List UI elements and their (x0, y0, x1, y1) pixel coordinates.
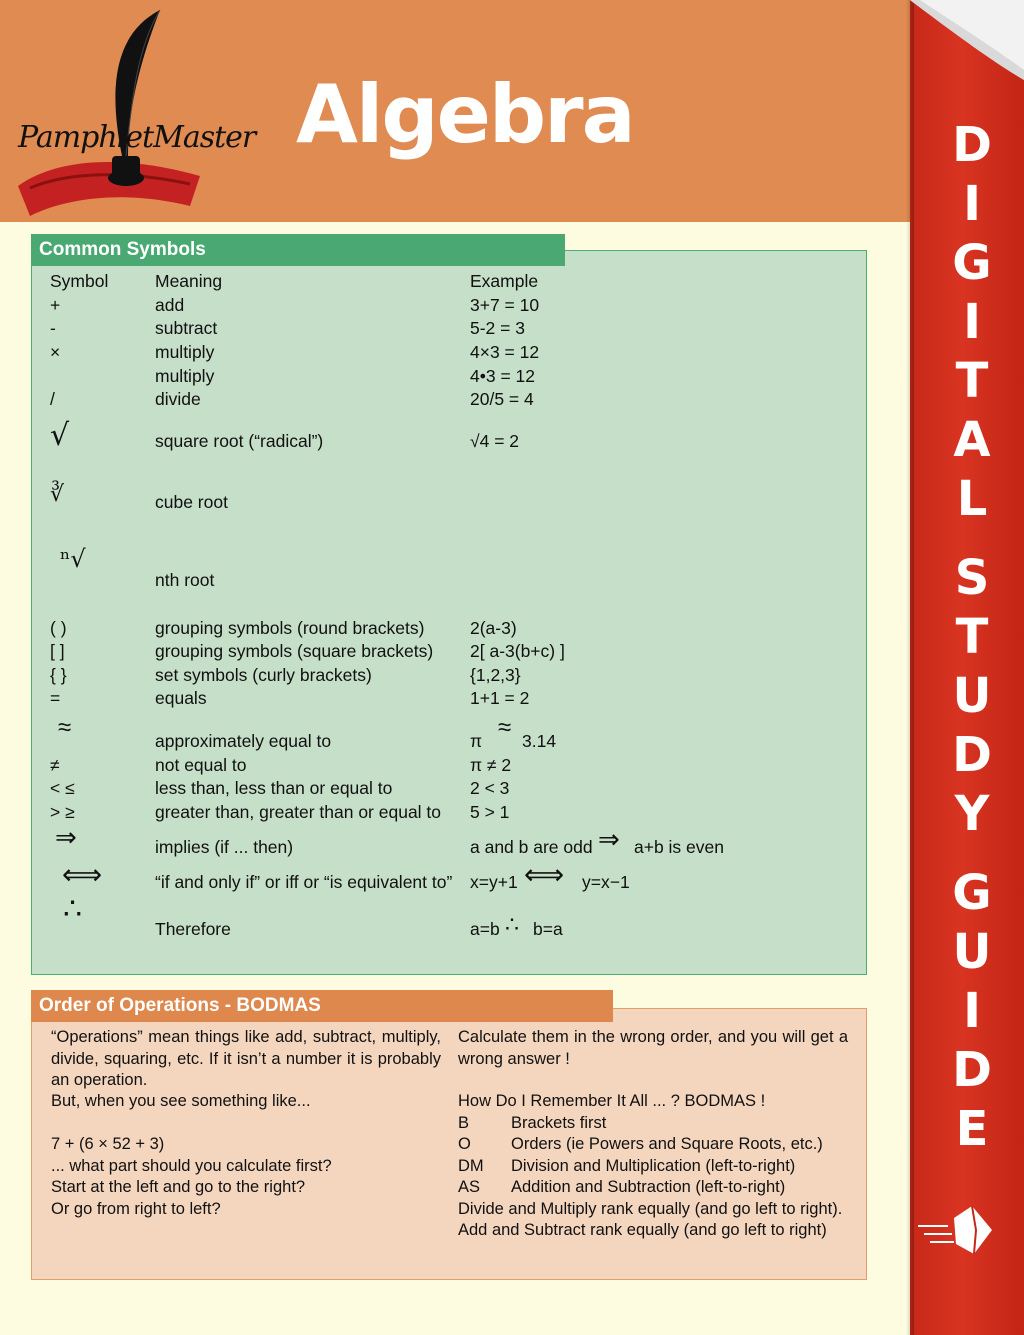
sidebar-title-letter: T (955, 353, 989, 409)
bodmas-item-value: Division and Multiplication (left-to-right) (511, 1157, 796, 1175)
example-cell: 3.14 (522, 731, 557, 751)
example-cell: 5 > 1 (470, 802, 510, 822)
meaning-cell: multiply (155, 366, 215, 386)
example-cell: 4•3 = 12 (470, 366, 536, 386)
example-cell: b=a (533, 919, 563, 939)
bodmas-item-value: Brackets first (511, 1114, 607, 1132)
example-cell: π (470, 731, 483, 751)
sidebar-title-letter: Y (954, 786, 990, 842)
example-cell: a and b are odd (470, 837, 593, 857)
meaning-cell: square root (“radical”) (155, 431, 324, 451)
example-cell: 20/5 = 4 (470, 389, 534, 409)
bodmas-right-line: Divide and Multiply rank equally (and go left to right). (458, 1200, 843, 1218)
sidebar-shadow (906, 0, 914, 1335)
bodmas-left-line: But, when you see something like... (51, 1092, 311, 1110)
meaning-cell: Therefore (155, 919, 231, 939)
symbol-cell: - (50, 318, 56, 338)
quill-ink-logo-icon (10, 6, 210, 220)
sidebar-vertical-title (944, 116, 1000, 1159)
example-cell: 3+7 = 10 (470, 295, 540, 315)
meaning-cell: divide (155, 389, 201, 409)
sidebar-title-letter: D (952, 117, 992, 173)
symbol-cell: = (50, 688, 61, 708)
symbol-cell: < ≤ (50, 778, 75, 798)
meaning-cell: equals (155, 688, 207, 708)
sidebar-title-letter: G (952, 865, 992, 921)
page-title: Algebra (296, 68, 634, 161)
approx-symbol: ≈ (58, 714, 72, 741)
cube-root-symbol: ∛ (50, 482, 65, 507)
symbol-cell: × (50, 342, 61, 362)
bodmas-heading: Order of Operations - BODMAS (39, 995, 321, 1016)
header-banner (0, 0, 910, 222)
example-cell: √4 = 2 (470, 431, 520, 451)
example-cell: a+b is even (634, 837, 724, 857)
sidebar-title-letter: L (956, 471, 988, 527)
meaning-cell: approximately equal to (155, 731, 332, 751)
symbol-cell: > ≥ (50, 802, 75, 822)
column-header-example: Example (470, 271, 539, 291)
example-therefore-symbol: ∴ (505, 912, 519, 937)
example-cell: 5-2 = 3 (470, 318, 525, 338)
bodmas-left-line: ... what part should you calculate first? (51, 1157, 332, 1175)
symbol-cell: + (50, 295, 61, 315)
sidebar-title-letter: E (955, 1101, 989, 1157)
common-symbols-heading: Common Symbols (39, 239, 206, 260)
meaning-cell: greater than, greater than or equal to (155, 802, 442, 822)
example-cell: x=y+1 (470, 872, 518, 892)
meaning-cell: grouping symbols (round brackets) (155, 618, 425, 638)
meaning-cell: grouping symbols (square brackets) (155, 641, 434, 661)
iff-symbol: ⟺ (62, 859, 103, 890)
nth-root-symbol: ⁿ√ (60, 545, 86, 573)
common-symbols-heading-bar (31, 234, 565, 266)
example-cell: a=b (470, 919, 500, 939)
meaning-cell: multiply (155, 342, 215, 362)
symbol-cell: ≠ (50, 755, 60, 775)
sidebar-title-letter: A (953, 412, 991, 468)
bodmas-intro-paragraph: “Operations” mean things like add, subtract, multiply, divide, squaring, etc. If it isn’t a number it is probably an operation. (51, 1028, 441, 1089)
meaning-cell: cube root (155, 492, 228, 512)
sidebar-title-letter: I (963, 983, 981, 1039)
meaning-cell: add (155, 295, 185, 315)
sidebar-title-letter: S (954, 550, 990, 606)
sidebar-title-letter: G (952, 235, 992, 291)
example-cell: {1,2,3} (470, 665, 521, 685)
example-cell: 2(a-3) (470, 618, 517, 638)
symbol-cell: / (50, 389, 55, 409)
example-cell: 1+1 = 2 (470, 688, 530, 708)
symbol-cell: ( ) (50, 618, 67, 638)
column-header-meaning: Meaning (155, 271, 223, 291)
bodmas-left-line: 7 + (6 × 52 + 3) (51, 1135, 165, 1153)
implies-symbol: ⇒ (55, 822, 77, 852)
sidebar-title-letter: I (963, 176, 981, 232)
symbol-cell: [ ] (50, 641, 65, 661)
meaning-cell: “if and only if” or iff or “is equivalent to” (155, 872, 453, 892)
bodmas-left-line: Start at the left and go to the right? (51, 1178, 306, 1196)
sidebar-title-letter: U (952, 924, 992, 980)
meaning-cell: subtract (155, 318, 218, 338)
example-cell: y=x−1 (582, 872, 630, 892)
sidebar-title-letter: I (963, 294, 981, 350)
bodmas-item-value: Orders (ie Powers and Square Roots, etc.) (511, 1135, 823, 1153)
example-approx-symbol: ≈ (498, 714, 512, 741)
square-root-symbol: √ (50, 418, 70, 453)
bodmas-remember-line: How Do I Remember It All ... ? BODMAS ! (458, 1092, 766, 1110)
meaning-cell: nth root (155, 570, 215, 590)
bodmas-left-line: Or go from right to left? (51, 1200, 221, 1218)
example-cell: 4×3 = 12 (470, 342, 540, 362)
example-cell: π ≠ 2 (470, 755, 512, 775)
bodmas-right-line: Add and Subtract rank equally (and go left to right) (458, 1221, 827, 1239)
example-iff-symbol: ⟺ (524, 859, 565, 890)
brand-logo-text: PamphletMaster (18, 120, 256, 155)
sidebar-title-gap (944, 529, 1000, 549)
page-curl-icon (910, 0, 1024, 80)
therefore-symbol: ∴ (63, 893, 83, 926)
example-cell: 2[ a-3(b+c) ] (470, 641, 565, 661)
bodmas-item-key: B (458, 1114, 470, 1132)
bodmas-warning-paragraph: Calculate them in the wrong order, and you will get a wrong answer ! (458, 1028, 848, 1068)
meaning-cell: not equal to (155, 755, 247, 775)
bodmas-item-value: Addition and Subtraction (left-to-right) (511, 1178, 786, 1196)
sidebar-title-letter: D (952, 1042, 992, 1098)
symbol-cell: { } (50, 665, 67, 685)
meaning-cell: implies (if ... then) (155, 837, 294, 857)
sidebar-title-gap (944, 844, 1000, 864)
bodmas-heading-bar (31, 990, 613, 1022)
sidebar-title-letter: T (955, 609, 989, 665)
bodmas-item-key: DM (458, 1157, 484, 1175)
book-logo-icon (918, 1204, 998, 1256)
example-cell: 2 < 3 (470, 778, 510, 798)
bodmas-item-key: AS (458, 1178, 481, 1196)
example-implies-symbol: ⇒ (598, 824, 620, 854)
bodmas-item-key: O (458, 1135, 471, 1153)
sidebar-title-letter: U (952, 668, 992, 724)
meaning-cell: less than, less than or equal to (155, 778, 393, 798)
sidebar-title-letter: D (952, 727, 992, 783)
meaning-cell: set symbols (curly brackets) (155, 665, 372, 685)
column-header-symbol: Symbol (50, 271, 109, 291)
